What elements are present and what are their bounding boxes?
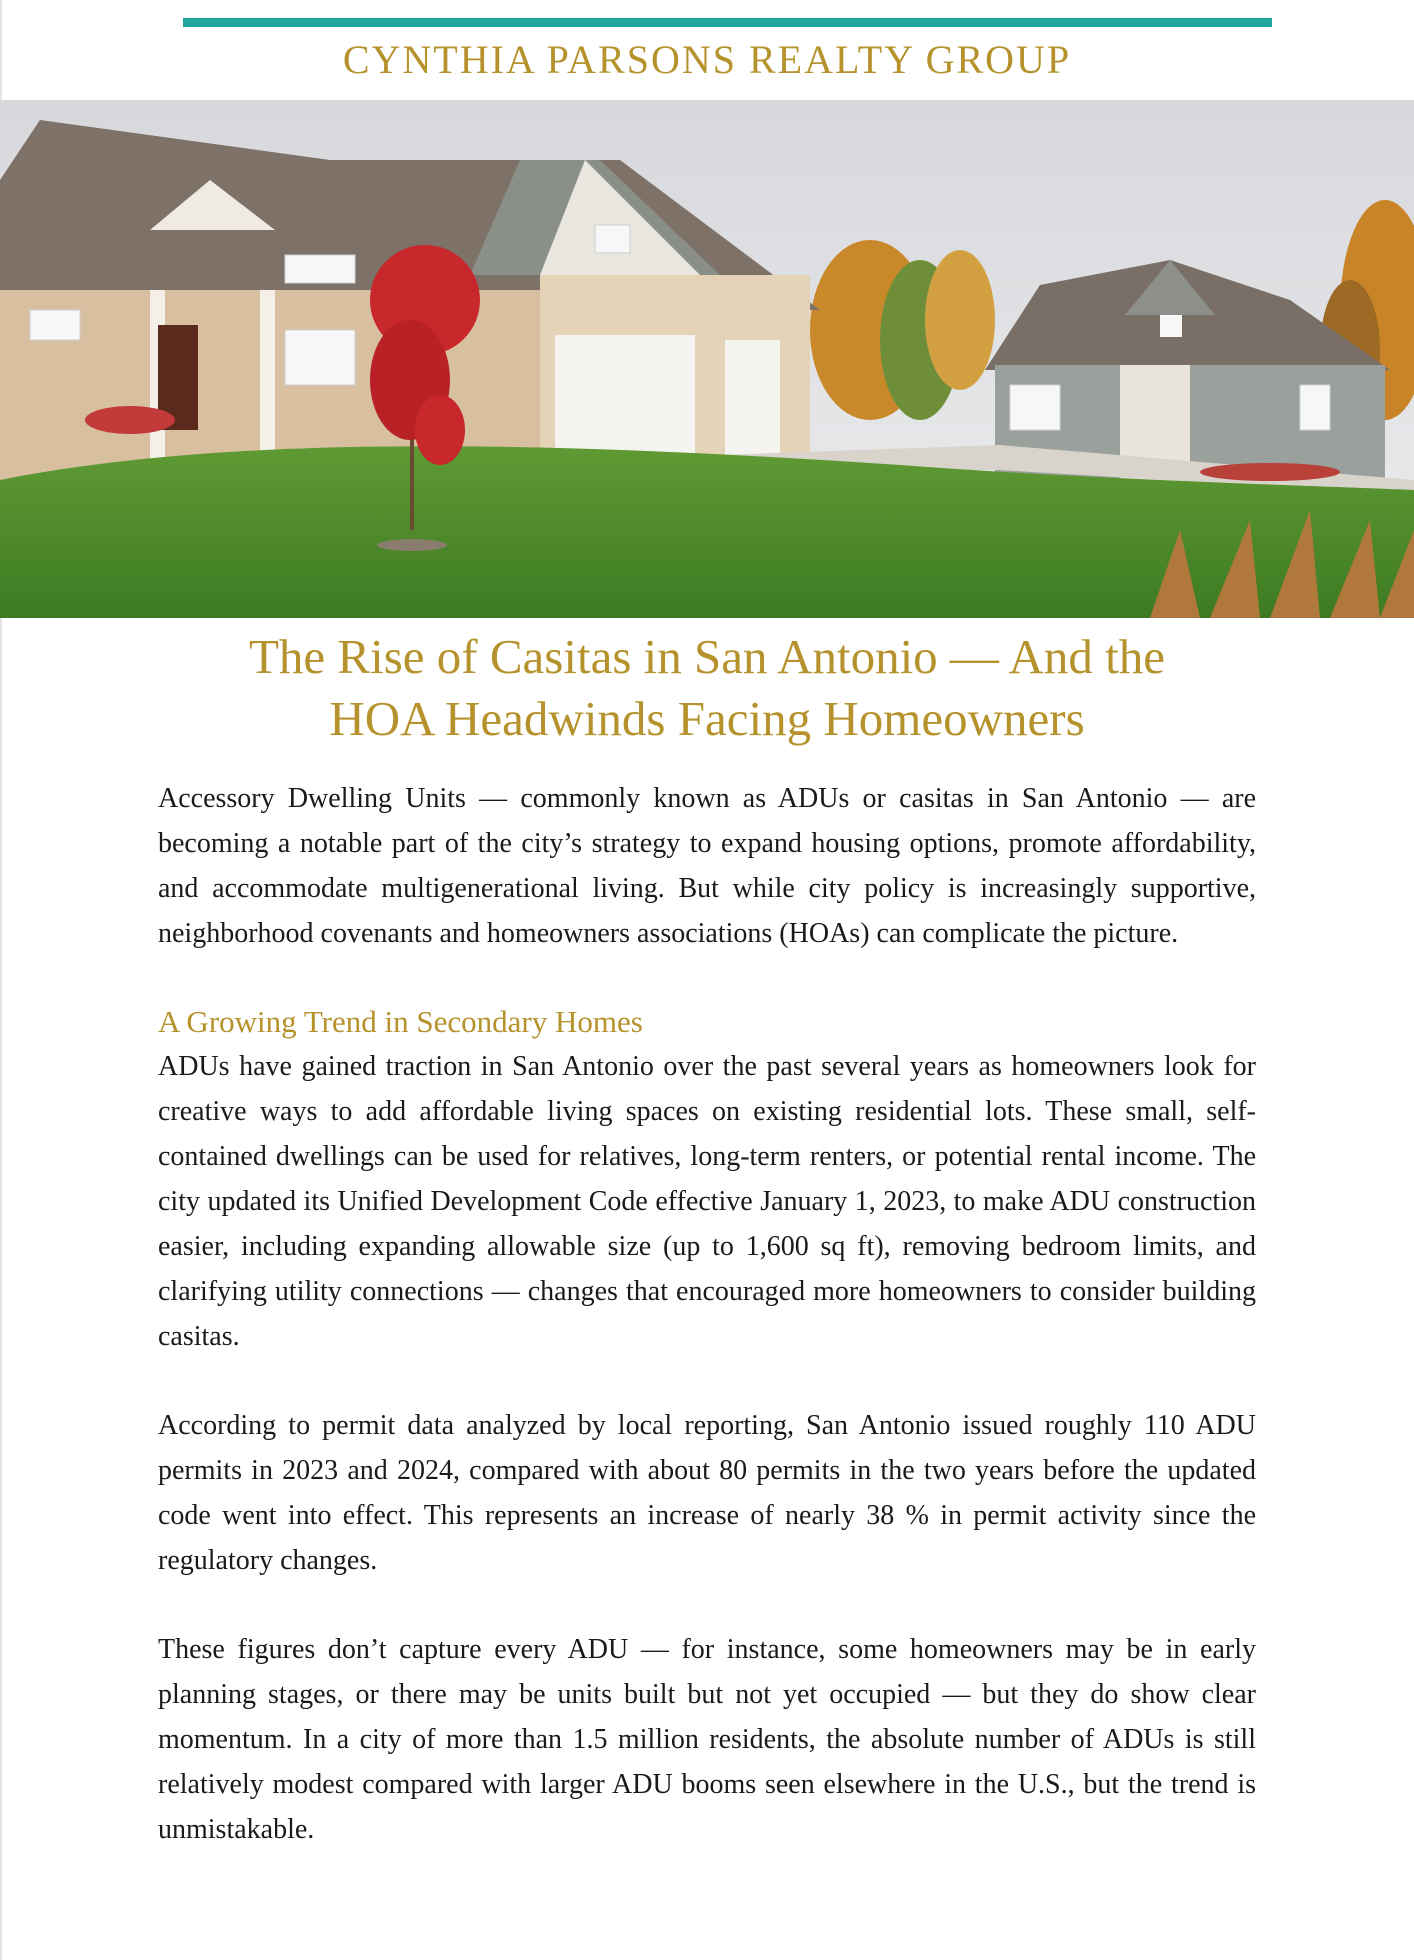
section-heading: A Growing Trend in Secondary Homes — [158, 1004, 643, 1039]
article-body — [158, 776, 1256, 1896]
hero-image — [0, 100, 1414, 618]
body-paragraph: These figures don’t capture every ADU — for instance, some homeowners may be in early planning stages, or there may be units built but not yet occupied — but they do show clear momentum. In a city of more than 1.5 million residents, the absolute number of ADUs is still relatively modest compared with larger ADU booms seen elsewhere in the U.S., but the trend is unmistakable. — [158, 1634, 1256, 1845]
headline-line-2: HOA Headwinds Facing Homeowners — [329, 691, 1085, 746]
article-headline — [120, 626, 1294, 750]
header-accent-bar — [183, 18, 1272, 27]
body-paragraph: ADUs have gained traction in San Antonio over the past several years as homeowners look for creative ways to add affordable living spaces on existing residential lots. These small, self-contained dwellings can be used for relatives, long-term renters, or potential rental income. The city updated its Unified Development Code effective January 1, 2023, to make ADU construction easier, including expanding allowable size (up to 1,600 sq ft), removing bedroom limits, and clarifying utility connections — changes that encouraged more homeowners to consider building casitas. — [158, 1051, 1256, 1352]
body-paragraph: According to permit data analyzed by local reporting, San Antonio issued roughly 110 ADU permits in 2023 and 2024, compared with about 80 permits in the two years before the updated code went into effect. This represents an increase of nearly 38 % in permit activity since the regulatory changes. — [158, 1410, 1256, 1576]
intro-paragraph: Accessory Dwelling Units — commonly known as ADUs or casitas in San Antonio — are becoming a notable part of the city’s strategy to expand housing options, promote affordability, and accommodate multigenerational living. But while city policy is increasingly supportive, neighborhood covenants and homeowners associations (HOAs) can complicate the picture. — [158, 783, 1256, 949]
brand-name: CYNTHIA PARSONS REALTY GROUP — [342, 37, 1072, 82]
headline-line-1: The Rise of Casitas in San Antonio — And the — [249, 629, 1165, 684]
